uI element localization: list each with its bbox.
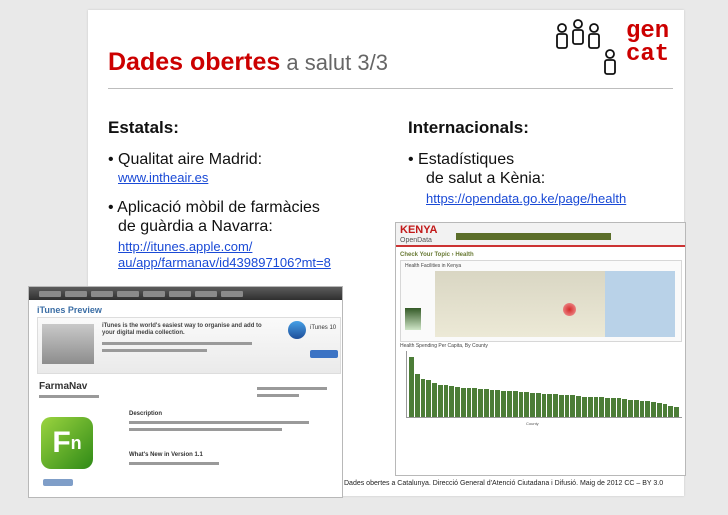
chart-bar (582, 397, 587, 417)
footer-credit: Dades obertes a Catalunya. Direcció General d'Atenció Ciutadana i Difusió. Maig de 2012 CC – BY 3.0 (344, 480, 664, 487)
itunes-logo-icon (288, 321, 306, 339)
chart-bar (594, 397, 599, 417)
gencat-logo (626, 20, 669, 66)
chart-bar (478, 389, 483, 417)
logo-line1: gen (626, 18, 670, 45)
kenya-map-panel (400, 260, 682, 342)
chart-bar (501, 391, 506, 417)
itunes-hero-text: iTunes is the world's easiest way to organise and add to your digital media collection. (102, 323, 262, 336)
item-farmacies-line2: de guàrdia a Navarra: (118, 218, 273, 235)
description-heading: Description (129, 411, 163, 417)
item-kenya-line2: de salut a Kènia: (426, 170, 546, 187)
kenya-menu-bar[interactable] (456, 233, 611, 240)
chart-bar (565, 395, 570, 417)
chart-bar (559, 395, 564, 417)
chart-bar (542, 394, 547, 417)
item-kenya-line1: • Estadístiques (408, 151, 515, 168)
logo-line2: cat (626, 41, 670, 68)
chart-bar (449, 386, 454, 417)
chart-bar (668, 406, 673, 417)
map-hotspot (563, 303, 576, 316)
spending-bar-chart (406, 351, 682, 418)
chart-bar (409, 357, 414, 417)
chart-bar (507, 391, 512, 417)
chart-bar (663, 404, 668, 417)
itunes-preview-label: iTunes Preview (37, 305, 102, 315)
itunes-badge: iTunes 10 (310, 325, 337, 331)
title-sub: a salut 3/3 (280, 50, 388, 75)
chart-bar (599, 397, 604, 417)
chart-bar (426, 380, 431, 417)
chart-bar (461, 388, 466, 417)
item-madrid: • Qualitat aire Madrid: (108, 151, 263, 168)
itunes-nav-bar (29, 287, 342, 300)
chart-bar (472, 388, 477, 417)
slide-title (108, 48, 388, 77)
chart-bar (657, 403, 662, 417)
view-in-itunes-button[interactable] (43, 479, 73, 486)
kenya-opendata-screenshot (395, 222, 686, 476)
chart-bar (553, 394, 558, 417)
chart-bar (547, 394, 552, 417)
chart-bar (588, 397, 593, 417)
chart-bar (570, 395, 575, 417)
chart-bar (576, 396, 581, 417)
chart-bar (438, 385, 443, 417)
chart-bars (409, 357, 679, 417)
chart-bar (605, 398, 610, 417)
chart-bar (674, 407, 679, 417)
chart-bar (628, 400, 633, 417)
chart-bar (415, 374, 420, 417)
itunes-hero-image (42, 324, 94, 364)
kenya-header (396, 223, 685, 247)
chart-bar (444, 385, 449, 417)
chart-bar (611, 398, 616, 417)
free-download-button[interactable] (310, 350, 338, 358)
link-itunes-line1[interactable]: http://itunes.apple.com/ (118, 239, 253, 254)
chart-title: Health Spending Per Capita, By County (400, 343, 488, 349)
chart-bar (519, 392, 524, 417)
chart-bar (455, 387, 460, 417)
item-farmacies-line1: • Aplicació mòbil de farmàcies (108, 199, 320, 216)
chart-bar (421, 379, 426, 417)
chart-bar (467, 388, 472, 417)
map-legend-scale (405, 308, 421, 330)
farmanav-app-icon: F n (41, 417, 93, 469)
chart-bar (484, 389, 489, 417)
chart-bar (651, 402, 656, 417)
chart-bar (432, 383, 437, 417)
kenya-map[interactable] (435, 271, 675, 337)
chart-bar (495, 390, 500, 417)
map-panel-title: Health Facilities in Kenya (405, 263, 462, 269)
chart-bar (640, 401, 645, 417)
title-divider (108, 88, 673, 89)
chart-bar (645, 401, 650, 417)
chart-bar (634, 400, 639, 417)
link-kenya-opendata[interactable]: https://opendata.go.ke/page/health (426, 191, 627, 206)
kenya-logo: KENYA OpenData (400, 224, 438, 244)
chart-bar (617, 398, 622, 417)
chart-bar (622, 399, 627, 417)
title-main: Dades obertes (108, 48, 281, 76)
chart-bar (530, 393, 535, 417)
chart-bar (490, 390, 495, 417)
heading-internacionals: Internacionals: (408, 118, 529, 137)
chart-bar (536, 393, 541, 417)
link-intheair[interactable]: www.intheair.es (118, 170, 209, 185)
kenya-subtitle: Check Your Topic › Health (400, 252, 474, 258)
chart-bar (513, 391, 518, 417)
chart-bar (524, 392, 529, 417)
itunes-screenshot (28, 286, 343, 498)
heading-estatals: Estatals: (108, 118, 179, 137)
whats-new-heading: What's New in Version 1.1 (129, 452, 203, 458)
chart-x-label: County (526, 421, 539, 426)
link-itunes-line2[interactable]: au/app/farmanav/id439897106?mt=8 (118, 255, 331, 270)
app-name: FarmaNav (39, 381, 88, 392)
